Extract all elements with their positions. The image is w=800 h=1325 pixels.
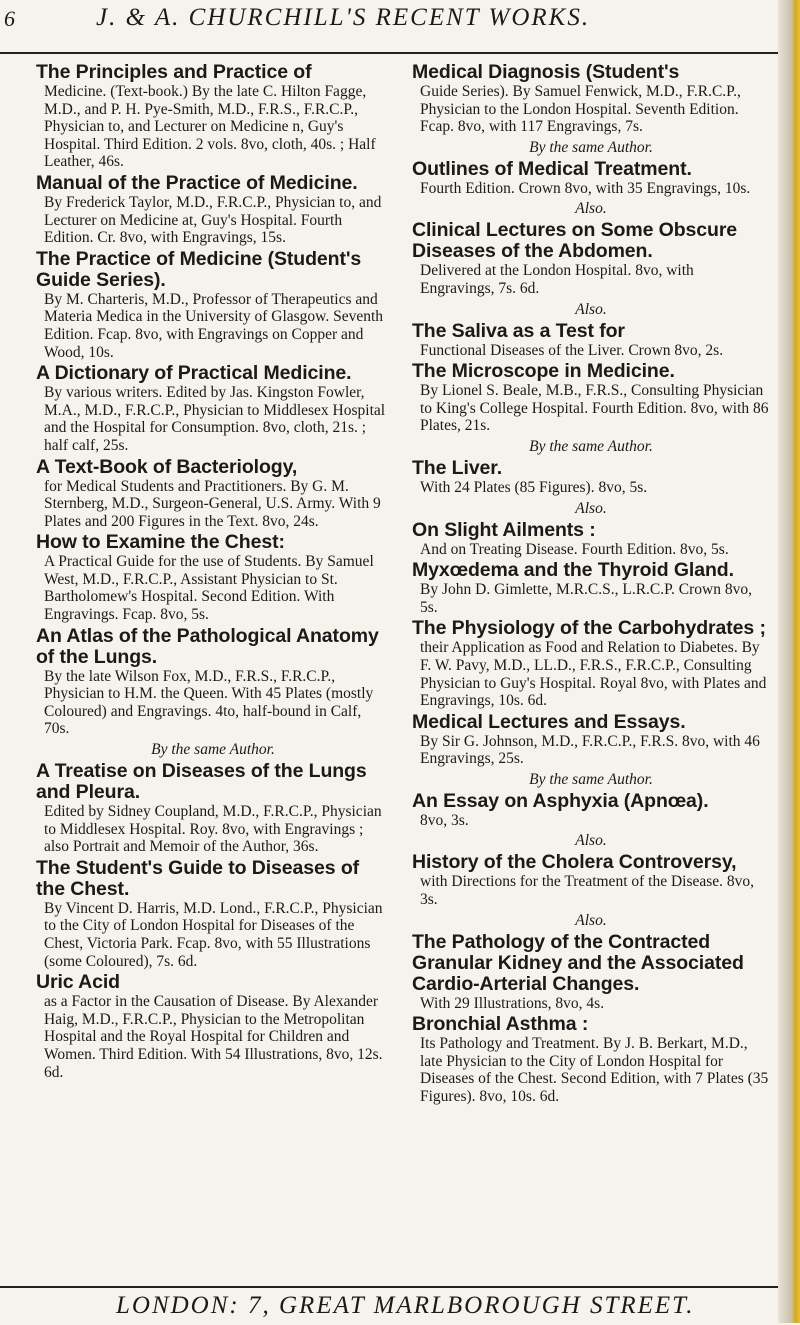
entry-description: By John D. Gimlette, M.R.C.S., L.R.C.P. Crown 8vo, 5s. (420, 581, 752, 616)
catalogue-entry (412, 321, 770, 360)
entry-title: An Essay on Asphyxia (Apnœa). (412, 789, 709, 812)
catalogue-entry (36, 249, 390, 361)
catalogue-entry (412, 618, 770, 709)
same-author-note: Also. (575, 300, 607, 318)
entry-title: Bronchial Asthma : (412, 1013, 589, 1036)
same-author-note: By the same Author. (529, 770, 653, 788)
catalogue-entry (412, 520, 770, 559)
catalogue-entry (36, 972, 390, 1081)
entry-title: Manual of the Practice of Medicine. (36, 171, 358, 194)
entry-description: Functional Diseases of the Liver. Crown 8vo, 2s. (420, 341, 724, 359)
same-author-note: By the same Author. (529, 437, 653, 455)
entry-description: By Frederick Taylor, M.D., F.R.C.P., Physician to, and Lecturer on Medicine at, Guy's Hospital. Fourth Edition. Cr. 8vo, with Engravings, 15s. (44, 193, 382, 247)
entry-title: A Treatise on Diseases of the Lungs and Pleura. (36, 760, 367, 804)
entry-title: How to Examine the Chest: (36, 531, 285, 554)
entry-description: With 24 Plates (85 Figures). 8vo, 5s. (420, 478, 648, 496)
same-author-note: Also. (575, 200, 607, 218)
entry-title: The Student's Guide to Diseases of the Chest. (36, 856, 360, 900)
entry-title: The Practice of Medicine (Student's Guide Series). (36, 247, 362, 291)
page-footer (0, 1286, 778, 1325)
catalogue-entry (36, 457, 390, 531)
catalogue-entry (412, 1014, 770, 1105)
catalogue-entry (36, 532, 390, 623)
entry-title: A Text-Book of Bacteriology, (36, 455, 298, 478)
same-author-note: Also. (575, 832, 607, 850)
entry-description: By Vincent D. Harris, M.D. Lond., F.R.C.P., Physician to the City of London Hospital for Diseases of the Chest, Victoria Park. Fcap. 8vo, with 55 Illustrations (some Coloured), 7s. 6d. (44, 899, 383, 970)
entry-title: The Microscope in Medicine. (412, 360, 675, 383)
entry-description: Medicine. (Text-book.) By the late C. Hilton Fagge, M.D., and P. H. Pye-Smith, M.D., F.R.S., F.R.C.P., Physician to, and Lecturer on Medicine n, Guy's Hospital. Third Edition. 2 vols. 8vo, cloth, 40s. ; Half Leather, 46s. (44, 83, 376, 171)
entry-title: Myxœdema and the Thyroid Gland. (412, 559, 734, 582)
entry-description: By the late Wilson Fox, M.D., F.R.S., F.R.C.P., Physician to H.M. the Queen. With 45 Plates (mostly Coloured) and Engravings. 4to, half-bound in Calf, 70s. (44, 667, 374, 738)
entry-title: History of the Cholera Controversy, (412, 851, 737, 874)
catalogue-entry (36, 858, 390, 970)
entry-title: Outlines of Medical Treatment. (412, 157, 692, 180)
entry-title: On Slight Ailments : (412, 518, 596, 541)
entry-title: A Dictionary of Practical Medicine. (36, 362, 352, 385)
same-author-note: Also. (575, 499, 607, 517)
catalogue-entry (412, 458, 770, 497)
entry-description: with Directions for the Treatment of the Disease. 8vo, 3s. (420, 873, 755, 909)
right-column (412, 62, 770, 1282)
page-edge-shadow (778, 0, 800, 1323)
page-number: 6 (4, 6, 15, 31)
left-column (36, 62, 390, 1282)
catalogue-entry (412, 361, 770, 435)
entry-description: Its Pathology and Treatment. By J. B. Berkart, M.D., late Physician to the City of London Hospital for Diseases of the Chest. Second Edition, with 7 Plates (35 Figures). 8vo, 10s. 6d. (420, 1035, 769, 1106)
entry-description: Guide Series). By Samuel Fenwick, M.D., F.R.C.P., Physician to the London Hospital. Seventh Edition. Fcap. 8vo, with 117 Engravings, 7s. (420, 83, 741, 136)
entry-description: as a Factor in the Causation of Disease. By Alexander Haig, M.D., F.R.C.P., Physician to the Metropolitan Hospital and the Royal Hospital for Children and Women. Third Edition. With 54 Illustrations, 8vo, 12s. 6d. (44, 993, 383, 1081)
entry-title: The Pathology of the Contracted Granular Kidney and the Associated Cardio-Arterial Changes. (412, 930, 744, 995)
running-title: J. & A. CHURCHILL'S RECENT WORKS. (96, 4, 591, 31)
catalogue-entry (36, 173, 390, 247)
page-header (0, 0, 778, 54)
entry-title: The Physiology of the Carbohydrates ; (412, 617, 766, 640)
entry-title: Medical Diagnosis (Student's (412, 62, 680, 83)
entry-description: their Application as Food and Relation to Diabetes. By F. W. Pavy, M.D., LL.D., F.R.S., F.R.C.P., Consulting Physician to Guy's Hospital. Royal 8vo, with Plates and Engravings, 10s. 6d. (420, 639, 767, 710)
entry-description: By various writers. Edited by Jas. Kingston Fowler, M.A., M.D., F.R.C.P., Physician to Middlesex Hospital and the Hospital for Consumption. 8vo, cloth, 21s. ; half calf, 25s. (44, 384, 386, 454)
entry-title: Medical Lectures and Essays. (412, 710, 686, 733)
entry-title: Uric Acid (36, 971, 120, 994)
entry-description: for Medical Students and Practitioners. By G. M. Sternberg, M.D., Surgeon-General, U.S. Army. With 9 Plates and 200 Figures in the Text. 8vo, 24s. (44, 477, 381, 530)
same-author-note: Also. (575, 911, 607, 929)
publisher-address: LONDON: 7, GREAT MARLBOROUGH STREET. (116, 1292, 695, 1319)
catalogue-entry (412, 932, 770, 1013)
catalogue-entry (36, 626, 390, 738)
catalogue-entry (412, 159, 770, 198)
entry-title: The Liver. (412, 456, 503, 479)
catalogue-entry (412, 62, 770, 136)
catalogue-entry (412, 852, 770, 908)
same-author-note: By the same Author. (529, 138, 653, 156)
entry-title: The Principles and Practice of (36, 62, 312, 83)
entry-description: Fourth Edition. Crown 8vo, with 35 Engravings, 10s. (420, 179, 751, 197)
catalogue-entry (412, 791, 770, 830)
catalogue-entry (36, 62, 390, 171)
entry-description: By Lionel S. Beale, M.B., F.R.S., Consulting Physician to King's College Hospital. Fourth Edition. 8vo, with 86 Plates, 21s. (420, 382, 769, 435)
entry-title: An Atlas of the Pathological Anatomy of the Lungs. (36, 624, 379, 668)
catalogue-entry (412, 712, 770, 768)
entry-description: And on Treating Disease. Fourth Edition. 8vo, 5s. (420, 540, 729, 558)
same-author-note: By the same Author. (151, 741, 275, 759)
entry-description: With 29 Illustrations, 8vo, 4s. (420, 994, 605, 1012)
catalogue-entry (412, 560, 770, 616)
entry-description: 8vo, 3s. (420, 811, 469, 829)
catalogue-entry (36, 363, 390, 454)
catalogue-entry (36, 761, 390, 856)
entry-description: A Practical Guide for the use of Students. By Samuel West, M.D., F.R.C.P., Assistant Physician to St. Bartholomew's Hospital. Second Edition. With Engravings. Fcap. 8vo, 5s. (44, 553, 374, 624)
catalogue-entry (412, 220, 770, 297)
entry-description: By M. Charteris, M.D., Professor of Therapeutics and Materia Medica in the University of Glasgow. Seventh Edition. Fcap. 8vo, with Engravings on Copper and Wood, 10s. (44, 290, 384, 361)
entry-description: Edited by Sidney Coupland, M.D., F.R.C.P., Physician to Middlesex Hospital. Roy. 8vo, with Engravings ; also Portrait and Memoir of the Author, 36s. (44, 803, 382, 856)
entry-description: Delivered at the London Hospital. 8vo, with Engravings, 7s. 6d. (420, 262, 694, 297)
entry-description: By Sir G. Johnson, M.D., F.R.C.P., F.R.S. 8vo, with 46 Engravings, 25s. (420, 732, 760, 768)
entry-title: The Saliva as a Test for (412, 319, 625, 342)
entry-title: Clinical Lectures on Some Obscure Diseases of the Abdomen. (412, 219, 738, 263)
